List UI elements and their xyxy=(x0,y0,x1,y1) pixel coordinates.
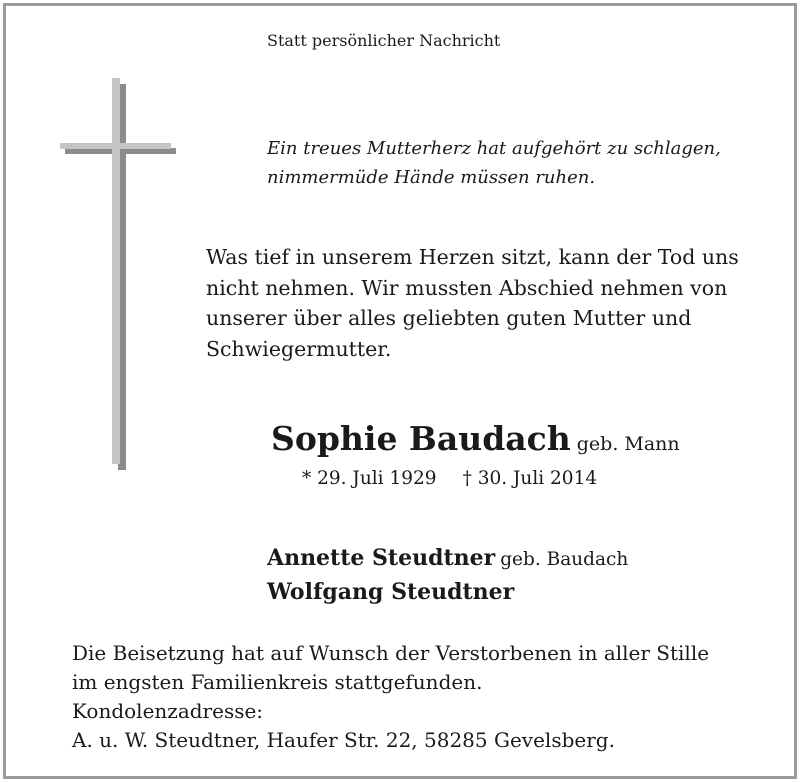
birth-date: * 29. Juli 1929 xyxy=(302,468,437,489)
intro-line: unserer über alles geliebten guten Mutter und xyxy=(206,306,692,330)
notice-header: Statt persönlicher Nachricht xyxy=(267,31,501,50)
deceased-maiden-name: geb. Mann xyxy=(576,433,680,455)
condolence-label: Kondolenzadresse: xyxy=(72,699,264,723)
intro-line: Was tief in unserem Herzen sitzt, kann der Tod uns xyxy=(206,245,739,269)
mourner xyxy=(267,545,628,571)
intro-text xyxy=(206,242,739,364)
footer-line: Die Beisetzung hat auf Wunsch der Verstorbenen in aller Stille xyxy=(72,641,710,665)
mourner-maiden-name: geb. Baudach xyxy=(500,549,629,570)
verse-line: Ein treues Mutterherz hat aufgehört zu schlagen, xyxy=(267,138,721,159)
death-date: † 30. Juli 2014 xyxy=(462,468,598,489)
footer-line: im engsten Familienkreis stattgefunden. xyxy=(72,670,483,694)
deceased-name: Sophie Baudach xyxy=(271,419,571,458)
condolence-address: A. u. W. Steudtner, Haufer Str. 22, 58285 Gevelsberg. xyxy=(72,728,615,752)
cross-vertical-bar xyxy=(112,78,120,464)
mourner-name: Annette Steudtner xyxy=(267,545,496,571)
life-dates xyxy=(302,468,597,489)
mourner xyxy=(267,579,514,605)
cross-horizontal-bar xyxy=(60,143,171,149)
intro-line: Schwiegermutter. xyxy=(206,336,392,361)
deceased-heading xyxy=(271,419,680,458)
footer-text xyxy=(72,639,709,755)
intro-line: nicht nehmen. Wir mussten Abschied nehmen von xyxy=(206,275,728,300)
verse xyxy=(267,134,721,192)
verse-line: nimmermüde Hände müssen ruhen. xyxy=(267,167,596,188)
mourner-name: Wolfgang Steudtner xyxy=(267,579,515,605)
